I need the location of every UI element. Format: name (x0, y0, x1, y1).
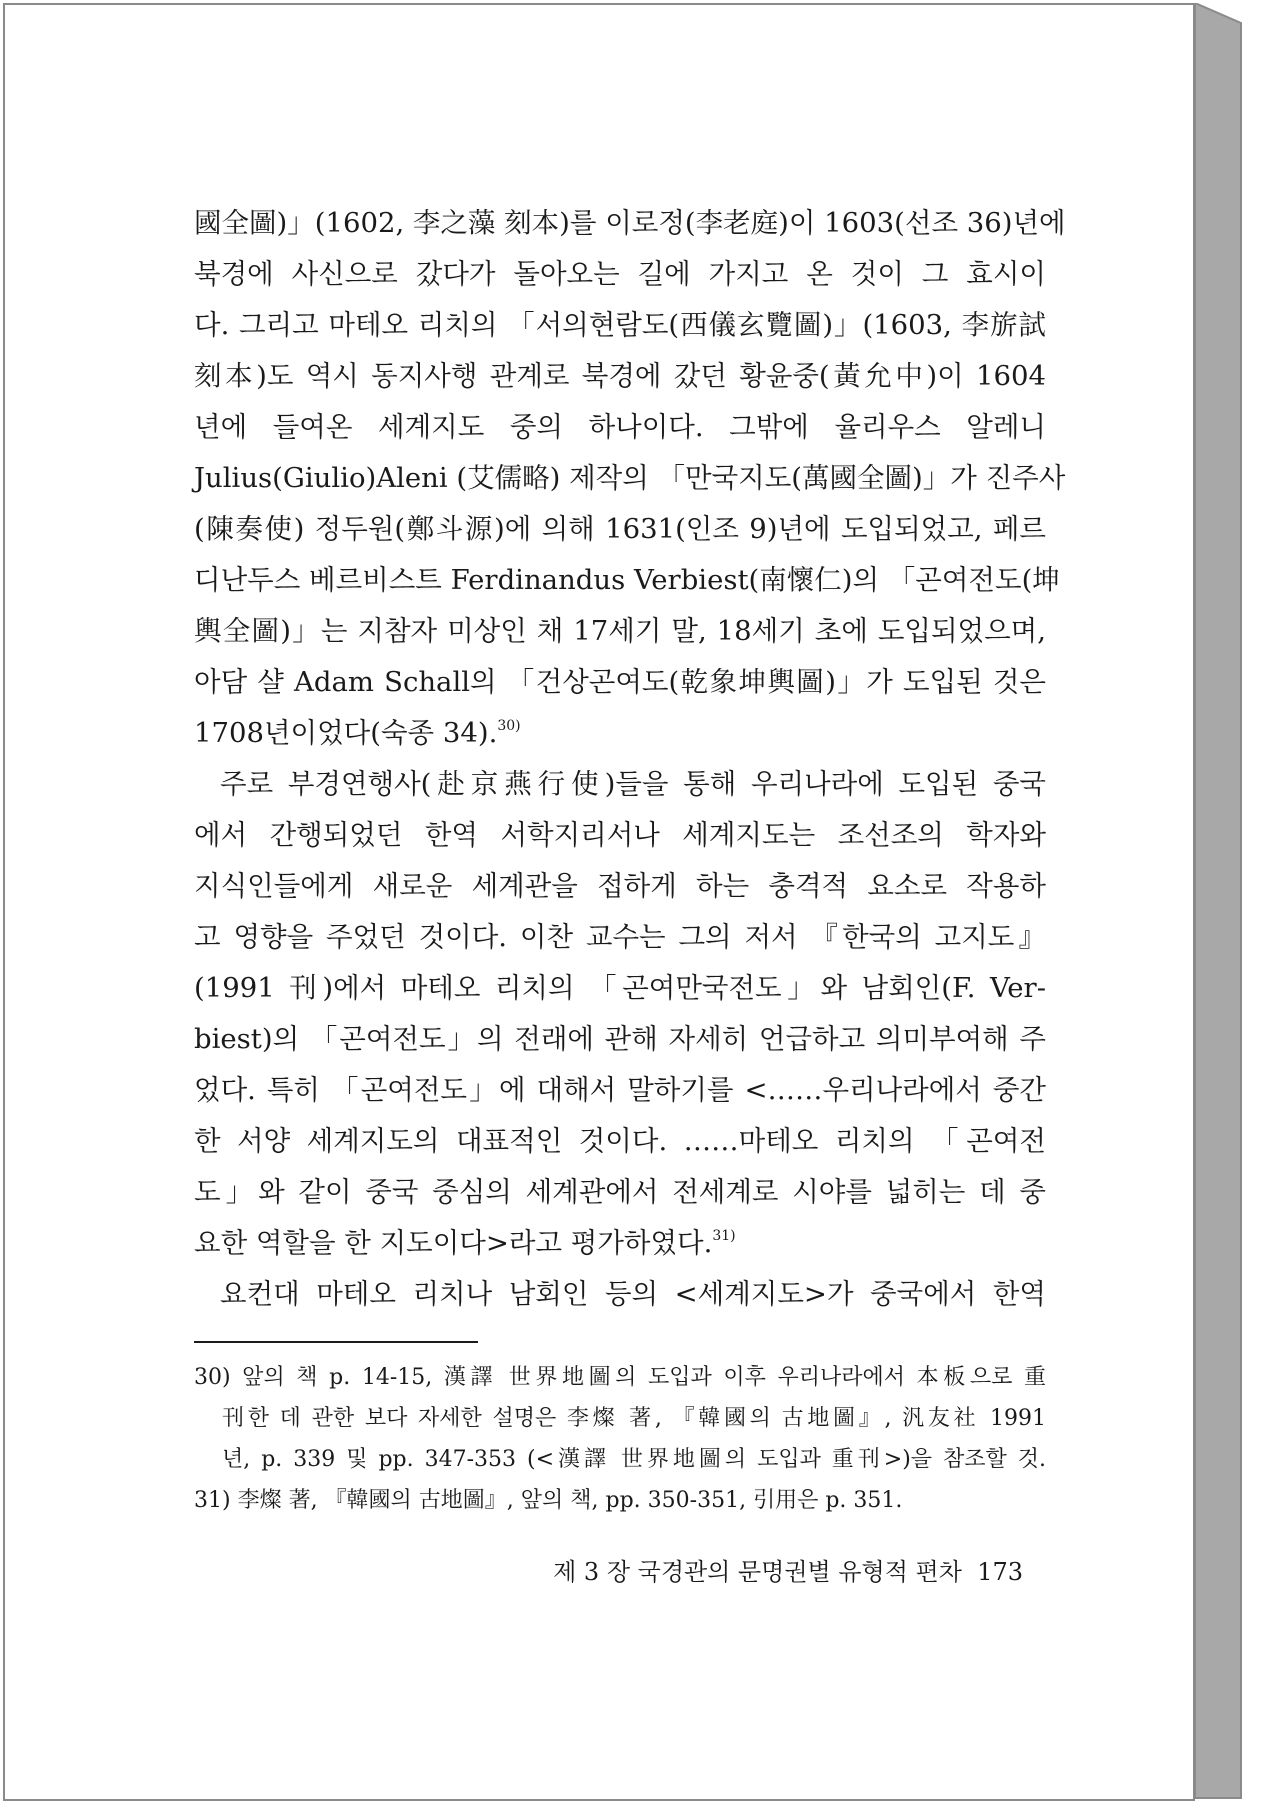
body-line: 북경에 사신으로 갔다가 돌아오는 길에 가지고 온 것이 그 효시이 (194, 258, 1046, 290)
page-number: 173 (977, 1558, 1023, 1586)
body-line-text: 요한 역할을 한 지도이다>라고 평가하였다. (194, 1227, 713, 1259)
footnotes (194, 1357, 1046, 1521)
body-line-with-footnote (194, 1218, 1046, 1269)
body-line-text: 1708년이었다(숙종 34). (194, 717, 498, 749)
body-line: 刻本)도 역시 동지사행 관계로 북경에 갔던 황윤중(黃允中)이 1604 (194, 360, 1046, 392)
body-line: Julius(Giulio)Aleni (艾儒略) 제작의 「만국지도(萬國全圖)」가 진주사 (194, 462, 1066, 494)
body-line: 한 서양 세계지도의 대표적인 것이다. ……마테오 리치의 「곤여전 (194, 1125, 1046, 1157)
main-body-text (194, 198, 1066, 1320)
running-footer (547, 1552, 1023, 1592)
body-line: 년에 들여온 세계지도 중의 하나이다. 그밖에 율리우스 알레니 (194, 411, 1046, 443)
body-line: 었다. 특히 「곤여전도」에 대해서 말하기를 <……우리나라에서 중간 (194, 1074, 1046, 1106)
body-line: 아담 샬 Adam Schall의 「건상곤여도(乾象坤輿圖)」가 도입된 것은 (194, 666, 1046, 698)
body-line: 國全圖)」(1602, 李之藻 刻本)를 이로정(李老庭)이 1603(선조 36)년에 (194, 207, 1066, 239)
footnote-30-cont: 년, p. 339 및 pp. 347-353 (<漢譯 世界地圖의 도입과 重刊>)을 참조할 것. (222, 1447, 1046, 1472)
footnote-divider (194, 1341, 478, 1343)
body-line: (1991 刊)에서 마테오 리치의 「곤여만국전도」와 남회인(F. Ver- (194, 972, 1046, 1004)
body-line: 고 영향을 주었던 것이다. 이찬 교수는 그의 저서 『한국의 고지도』 (194, 921, 1046, 953)
paragraph-start: 주로 부경연행사(赴京燕行使)들을 통해 우리나라에 도입된 중국 (220, 768, 1046, 800)
body-line: 에서 간행되었던 한역 서학지리서나 세계지도는 조선조의 학자와 (194, 819, 1046, 851)
footnote-31: 31) 李燦 著, 『韓國의 古地圖』, 앞의 책, pp. 350-351, 引用은 p. 351. (194, 1488, 903, 1513)
body-line: 다. 그리고 마테오 리치의 「서의현람도(西儀玄覽圖)」(1603, 李旂試 (194, 309, 1046, 341)
body-line: 지식인들에게 새로운 세계관을 접하게 하는 충격적 요소로 작용하 (194, 870, 1046, 902)
footnote-ref-31: 31) (712, 1228, 736, 1244)
chapter-title: 제 3 장 국경관의 문명권별 유형적 편차 (553, 1558, 962, 1586)
body-line: (陳奏使) 정두원(鄭斗源)에 의해 1631(인조 9)년에 도입되었고, 페르 (194, 513, 1046, 545)
footnote-ref-30: 30) (497, 718, 521, 734)
body-line: 디난두스 베르비스트 Ferdinandus Verbiest(南懷仁)의 「곤여전도(坤 (194, 564, 1060, 596)
footnote-30-cont: 刊한 데 관한 보다 자세한 설명은 李燦 著, 『韓國의 古地圖』, 汎友社 1991 (222, 1406, 1046, 1431)
paragraph-start: 요컨대 마테오 리치나 남회인 등의 <세계지도>가 중국에서 한역 (220, 1278, 1046, 1310)
body-line: 輿全圖)」는 지참자 미상인 채 17세기 말, 18세기 초에 도입되었으며, (194, 615, 1046, 647)
body-line: biest)의 「곤여전도」의 전래에 관해 자세히 언급하고 의미부여해 주 (194, 1023, 1046, 1055)
body-line-with-footnote (194, 708, 1046, 759)
body-line: 도」와 같이 중국 중심의 세계관에서 전세계로 시야를 넓히는 데 중 (194, 1176, 1046, 1208)
footnote-30: 30) 앞의 책 p. 14-15, 漢譯 世界地圖의 도입과 이후 우리나라에서 本板으로 重 (194, 1365, 1046, 1390)
page-edge-icon (1195, 3, 1285, 1803)
